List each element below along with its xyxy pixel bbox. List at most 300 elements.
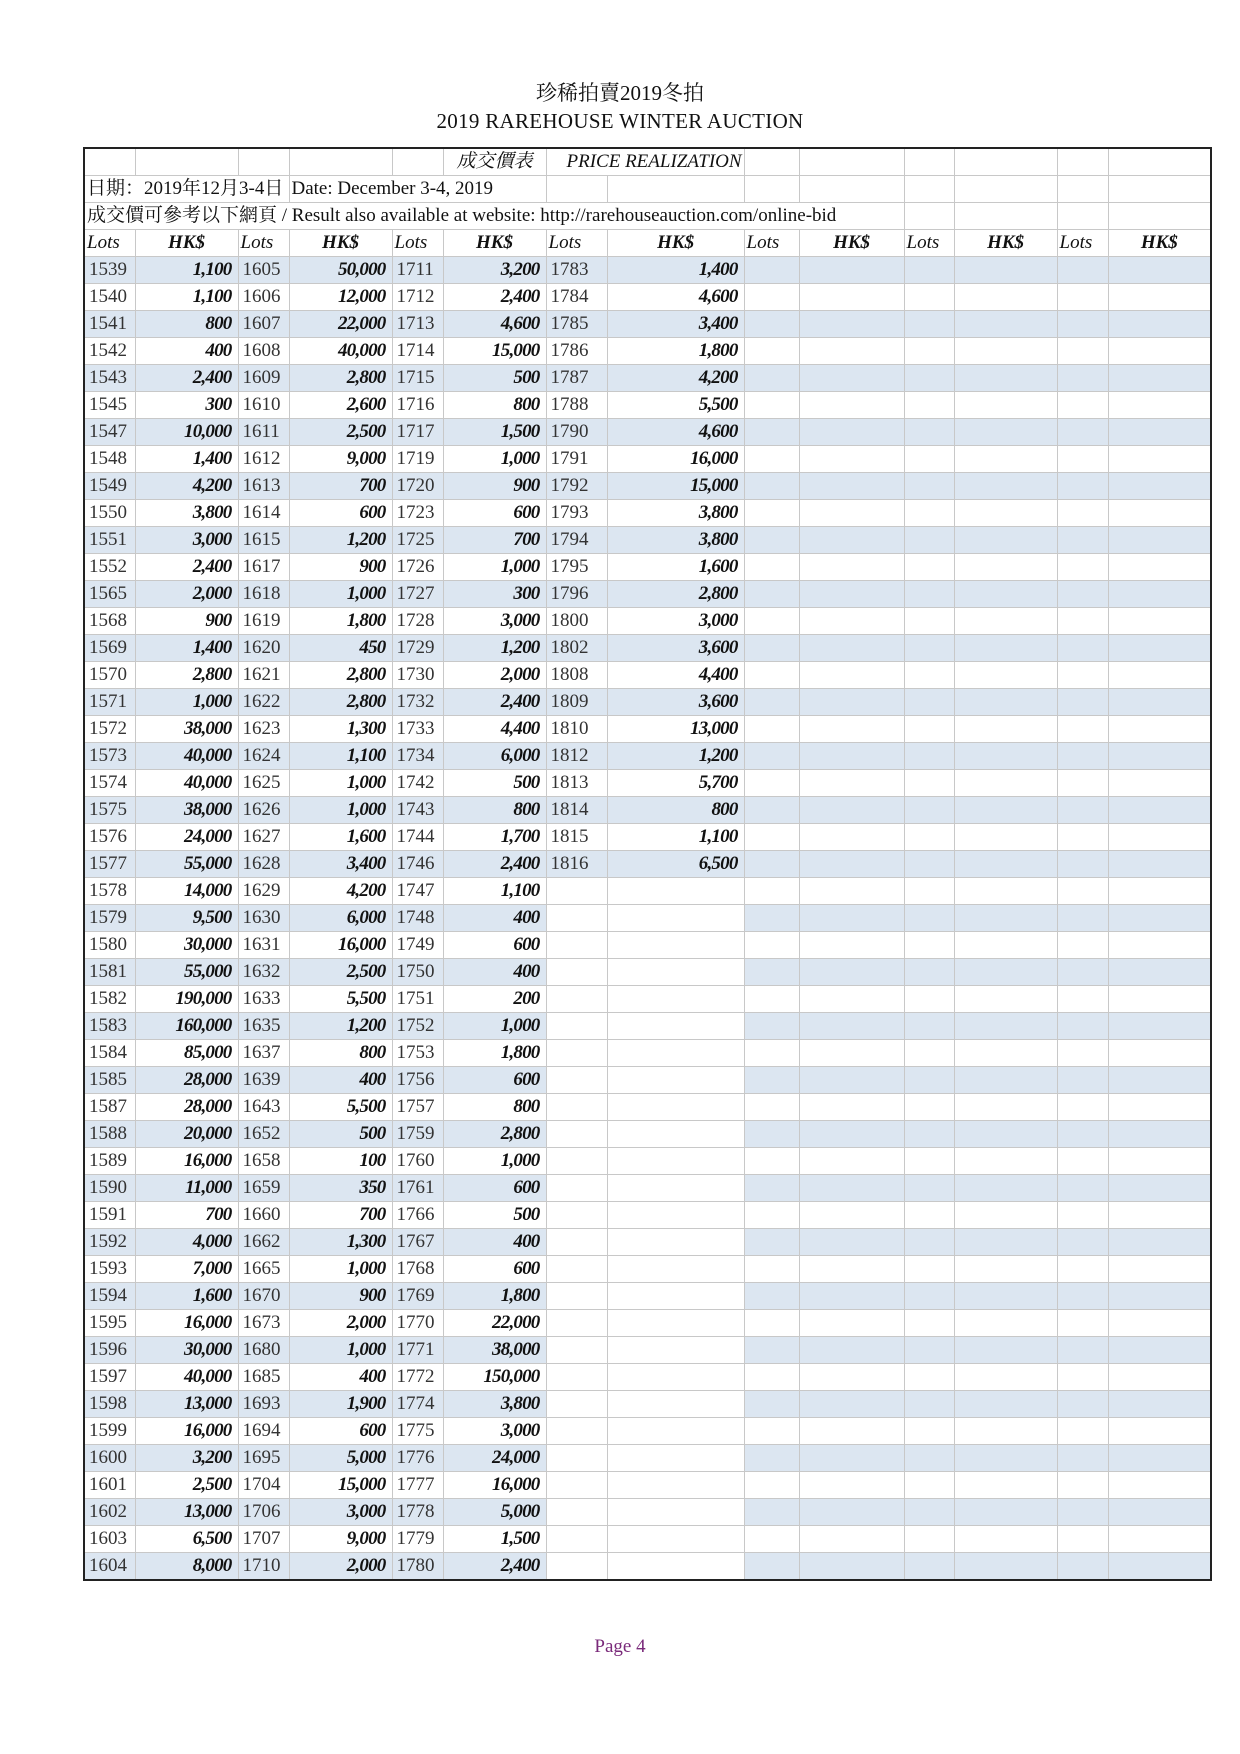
hammer-price: 9,000	[289, 1526, 392, 1553]
empty-cell	[954, 608, 1057, 635]
lot-number: 1767	[392, 1229, 443, 1256]
empty-cell	[799, 500, 904, 527]
hammer-price: 2,800	[135, 662, 238, 689]
lot-number: 1585	[84, 1067, 135, 1094]
col-header-lots: Lots	[238, 230, 289, 257]
table-row	[84, 1040, 1211, 1067]
empty-cell	[799, 1067, 904, 1094]
lot-number	[546, 1337, 607, 1364]
lot-number	[546, 1445, 607, 1472]
col-header-lots: Lots	[84, 230, 135, 257]
empty-cell	[904, 824, 954, 851]
lot-number: 1626	[238, 797, 289, 824]
hammer-price: 2,000	[443, 662, 546, 689]
lot-number: 1704	[238, 1472, 289, 1499]
empty-cell	[904, 1121, 954, 1148]
empty-cell	[954, 878, 1057, 905]
empty-cell	[954, 1418, 1057, 1445]
lot-number: 1783	[546, 257, 607, 284]
table-row	[84, 1121, 1211, 1148]
empty-cell	[1108, 1067, 1211, 1094]
empty-cell	[1108, 419, 1211, 446]
empty-cell	[1057, 1337, 1108, 1364]
hammer-price: 24,000	[443, 1445, 546, 1472]
empty-cell	[954, 743, 1057, 770]
table-row	[84, 689, 1211, 716]
hammer-price: 1,000	[289, 581, 392, 608]
hammer-price: 1,000	[443, 446, 546, 473]
lot-number: 1631	[238, 932, 289, 959]
empty-cell	[1057, 527, 1108, 554]
lot-number: 1733	[392, 716, 443, 743]
empty-cell	[954, 500, 1057, 527]
hammer-price: 1,300	[289, 1229, 392, 1256]
lot-number: 1627	[238, 824, 289, 851]
empty-cell	[1057, 932, 1108, 959]
lot-number: 1786	[546, 338, 607, 365]
hammer-price: 40,000	[135, 1364, 238, 1391]
lot-number: 1548	[84, 446, 135, 473]
hammer-price: 20,000	[135, 1121, 238, 1148]
empty-cell	[1057, 1013, 1108, 1040]
lot-number: 1815	[546, 824, 607, 851]
hammer-price: 500	[443, 1202, 546, 1229]
lot-number	[546, 1472, 607, 1499]
lot-number: 1596	[84, 1337, 135, 1364]
empty-cell	[1057, 608, 1108, 635]
empty-cell	[904, 1148, 954, 1175]
lot-number: 1624	[238, 743, 289, 770]
empty-cell	[954, 1499, 1057, 1526]
empty-cell	[1057, 1121, 1108, 1148]
lot-number: 1747	[392, 878, 443, 905]
hammer-price: 1,200	[443, 635, 546, 662]
lot-number: 1658	[238, 1148, 289, 1175]
hammer-price: 1,500	[443, 419, 546, 446]
hammer-price: 2,400	[443, 1553, 546, 1581]
lot-number: 1766	[392, 1202, 443, 1229]
lot-number: 1756	[392, 1067, 443, 1094]
empty-cell	[744, 689, 799, 716]
hammer-price: 150,000	[443, 1364, 546, 1391]
lot-number: 1613	[238, 473, 289, 500]
lot-number: 1584	[84, 1040, 135, 1067]
empty-cell	[1057, 1067, 1108, 1094]
lot-number: 1568	[84, 608, 135, 635]
lot-number: 1547	[84, 419, 135, 446]
table-row	[84, 797, 1211, 824]
hammer-price: 700	[289, 473, 392, 500]
empty-cell	[954, 284, 1057, 311]
hammer-price: 350	[289, 1175, 392, 1202]
empty-cell	[1057, 662, 1108, 689]
hammer-price: 1,100	[135, 284, 238, 311]
hammer-price: 3,800	[443, 1391, 546, 1418]
hammer-price: 400	[443, 959, 546, 986]
empty-cell	[1057, 257, 1108, 284]
lot-number: 1768	[392, 1256, 443, 1283]
hammer-price: 1,600	[289, 824, 392, 851]
hammer-price: 500	[443, 770, 546, 797]
empty-cell	[1108, 797, 1211, 824]
table-row	[84, 986, 1211, 1013]
empty-cell	[744, 1418, 799, 1445]
lot-number: 1714	[392, 338, 443, 365]
empty-cell	[904, 635, 954, 662]
empty-cell	[954, 1121, 1057, 1148]
empty-cell	[954, 1337, 1057, 1364]
hammer-price: 3,000	[607, 608, 744, 635]
empty-cell	[744, 716, 799, 743]
empty-cell	[954, 1229, 1057, 1256]
lot-number: 1780	[392, 1553, 443, 1581]
lot-number: 1629	[238, 878, 289, 905]
lot-number: 1665	[238, 1256, 289, 1283]
empty-cell	[954, 1094, 1057, 1121]
lot-number: 1695	[238, 1445, 289, 1472]
hammer-price: 2,500	[135, 1472, 238, 1499]
col-header-price: HK$	[607, 230, 744, 257]
hammer-price: 3,000	[289, 1499, 392, 1526]
hammer-price: 1,800	[443, 1283, 546, 1310]
lot-number: 1579	[84, 905, 135, 932]
page-number: Page 4	[594, 1636, 646, 1657]
empty-cell	[1108, 662, 1211, 689]
empty-cell	[904, 311, 954, 338]
hammer-price: 3,000	[135, 527, 238, 554]
empty-cell	[799, 338, 904, 365]
table-row	[84, 608, 1211, 635]
hammer-price: 1,100	[289, 743, 392, 770]
empty-cell	[954, 1445, 1057, 1472]
lot-number: 1746	[392, 851, 443, 878]
lot-number: 1575	[84, 797, 135, 824]
empty-cell	[799, 878, 904, 905]
empty-cell	[904, 878, 954, 905]
hammer-price: 2,800	[289, 365, 392, 392]
hammer-price: 16,000	[135, 1418, 238, 1445]
empty-cell	[1057, 1256, 1108, 1283]
empty-cell	[1108, 1310, 1211, 1337]
hammer-price: 4,600	[607, 284, 744, 311]
lot-number: 1795	[546, 554, 607, 581]
lot-number: 1784	[546, 284, 607, 311]
hammer-price: 16,000	[289, 932, 392, 959]
lot-number	[546, 1283, 607, 1310]
table-row	[84, 1472, 1211, 1499]
empty-cell	[744, 1256, 799, 1283]
website-row	[84, 203, 1211, 230]
hammer-price	[607, 1391, 744, 1418]
empty-cell	[904, 1418, 954, 1445]
empty-cell	[744, 986, 799, 1013]
hammer-price	[607, 1013, 744, 1040]
hammer-price: 40,000	[135, 770, 238, 797]
empty-cell	[1057, 500, 1108, 527]
table-row	[84, 1148, 1211, 1175]
lot-number: 1587	[84, 1094, 135, 1121]
empty-cell	[744, 338, 799, 365]
lot-number	[546, 1148, 607, 1175]
empty-cell	[1057, 338, 1108, 365]
table-row	[84, 716, 1211, 743]
empty-cell	[799, 1121, 904, 1148]
empty-cell	[954, 1175, 1057, 1202]
hammer-price: 1,400	[607, 257, 744, 284]
lot-number: 1594	[84, 1283, 135, 1310]
empty-cell	[904, 1040, 954, 1067]
hammer-price: 2,800	[289, 689, 392, 716]
lot-number: 1809	[546, 689, 607, 716]
table-row	[84, 1256, 1211, 1283]
hammer-price	[607, 1175, 744, 1202]
hammer-price	[607, 905, 744, 932]
empty-cell	[904, 1256, 954, 1283]
lot-number: 1760	[392, 1148, 443, 1175]
lot-number: 1726	[392, 554, 443, 581]
hammer-price: 2,400	[443, 284, 546, 311]
hammer-price: 900	[289, 1283, 392, 1310]
hammer-price: 16,000	[607, 446, 744, 473]
lot-number: 1610	[238, 392, 289, 419]
lot-number: 1812	[546, 743, 607, 770]
empty-cell	[744, 392, 799, 419]
empty-cell	[799, 554, 904, 581]
hammer-price: 13,000	[135, 1499, 238, 1526]
lot-number: 1727	[392, 581, 443, 608]
lot-number: 1775	[392, 1418, 443, 1445]
hammer-price: 3,400	[607, 311, 744, 338]
empty-cell	[1057, 716, 1108, 743]
lot-number: 1573	[84, 743, 135, 770]
empty-cell	[1057, 1472, 1108, 1499]
lot-number: 1769	[392, 1283, 443, 1310]
empty-cell	[954, 1040, 1057, 1067]
lot-number: 1660	[238, 1202, 289, 1229]
hammer-price	[607, 1202, 744, 1229]
lot-number: 1633	[238, 986, 289, 1013]
empty-cell	[904, 1526, 954, 1553]
table-row	[84, 527, 1211, 554]
hammer-price: 1,300	[289, 716, 392, 743]
table-row	[84, 365, 1211, 392]
empty-cell	[1108, 1337, 1211, 1364]
empty-cell	[904, 932, 954, 959]
table-row	[84, 959, 1211, 986]
empty-cell	[744, 1472, 799, 1499]
lot-number: 1816	[546, 851, 607, 878]
empty-cell	[1057, 1202, 1108, 1229]
table-row	[84, 878, 1211, 905]
hammer-price: 800	[443, 392, 546, 419]
hammer-price: 8,000	[135, 1553, 238, 1581]
empty-cell	[744, 1364, 799, 1391]
lot-number: 1779	[392, 1526, 443, 1553]
lot-number	[546, 1364, 607, 1391]
table-row	[84, 1418, 1211, 1445]
lot-number: 1673	[238, 1310, 289, 1337]
hammer-price: 3,800	[607, 500, 744, 527]
lot-number: 1617	[238, 554, 289, 581]
empty-cell	[1057, 1148, 1108, 1175]
empty-cell	[744, 581, 799, 608]
table-row	[84, 1364, 1211, 1391]
empty-cell	[1108, 446, 1211, 473]
hammer-price: 400	[443, 1229, 546, 1256]
table-row	[84, 257, 1211, 284]
empty-cell	[904, 1283, 954, 1310]
empty-cell	[1108, 824, 1211, 851]
lot-number: 1588	[84, 1121, 135, 1148]
empty-cell	[1108, 257, 1211, 284]
empty-cell	[799, 716, 904, 743]
empty-cell	[954, 959, 1057, 986]
lot-number: 1808	[546, 662, 607, 689]
lot-number: 1662	[238, 1229, 289, 1256]
lot-number: 1590	[84, 1175, 135, 1202]
hammer-price: 2,600	[289, 392, 392, 419]
empty-cell	[1108, 932, 1211, 959]
empty-cell	[1057, 419, 1108, 446]
empty-cell	[904, 959, 954, 986]
empty-cell	[1108, 311, 1211, 338]
empty-cell	[799, 608, 904, 635]
empty-cell	[904, 338, 954, 365]
lot-number: 1706	[238, 1499, 289, 1526]
hammer-price: 6,000	[289, 905, 392, 932]
hammer-price: 1,000	[443, 554, 546, 581]
lot-number: 1589	[84, 1148, 135, 1175]
lot-number	[546, 1391, 607, 1418]
lot-number: 1551	[84, 527, 135, 554]
col-header-lots: Lots	[392, 230, 443, 257]
hammer-price	[607, 1499, 744, 1526]
hammer-price: 9,500	[135, 905, 238, 932]
empty-cell	[954, 662, 1057, 689]
hammer-price: 200	[443, 986, 546, 1013]
empty-cell	[1108, 473, 1211, 500]
empty-cell	[904, 1472, 954, 1499]
hammer-price: 50,000	[289, 257, 392, 284]
hammer-price: 1,800	[289, 608, 392, 635]
hammer-price: 1,400	[135, 446, 238, 473]
empty-cell	[799, 1283, 904, 1310]
hammer-price: 30,000	[135, 1337, 238, 1364]
empty-cell	[799, 1175, 904, 1202]
empty-cell	[744, 959, 799, 986]
lot-number: 1598	[84, 1391, 135, 1418]
empty-cell	[799, 1526, 904, 1553]
hammer-price	[607, 1256, 744, 1283]
hammer-price: 1,000	[289, 1337, 392, 1364]
lot-number: 1761	[392, 1175, 443, 1202]
lot-number: 1694	[238, 1418, 289, 1445]
empty-cell	[954, 1391, 1057, 1418]
lot-number: 1630	[238, 905, 289, 932]
empty-cell	[954, 527, 1057, 554]
lot-number: 1785	[546, 311, 607, 338]
hammer-price: 3,600	[607, 689, 744, 716]
hammer-price: 4,600	[443, 311, 546, 338]
empty-cell	[904, 716, 954, 743]
empty-cell	[954, 338, 1057, 365]
hammer-price: 4,400	[607, 662, 744, 689]
empty-cell	[1057, 392, 1108, 419]
empty-cell	[1057, 1526, 1108, 1553]
table-row	[84, 770, 1211, 797]
empty-cell	[744, 1391, 799, 1418]
empty-cell	[904, 1310, 954, 1337]
lot-number: 1744	[392, 824, 443, 851]
lot-number: 1621	[238, 662, 289, 689]
website-note: 成交價可參考以下網頁 / Result also available at website: http://rarehouseauction.com/online-bid	[84, 203, 904, 230]
empty-cell	[744, 1067, 799, 1094]
hammer-price: 4,600	[607, 419, 744, 446]
price-realization-table	[83, 147, 1212, 1581]
col-header-price: HK$	[799, 230, 904, 257]
empty-cell	[1108, 1553, 1211, 1581]
empty-cell	[904, 1229, 954, 1256]
lot-number: 1597	[84, 1364, 135, 1391]
empty-cell	[954, 1067, 1057, 1094]
empty-cell	[1108, 1148, 1211, 1175]
lot-number: 1770	[392, 1310, 443, 1337]
lot-number: 1620	[238, 635, 289, 662]
empty-cell	[954, 419, 1057, 446]
hammer-price: 2,400	[135, 365, 238, 392]
empty-cell	[1057, 1418, 1108, 1445]
column-header-row	[84, 230, 1211, 257]
sheet-title-zh: 成交價表	[443, 148, 546, 176]
lot-number: 1592	[84, 1229, 135, 1256]
table-row	[84, 284, 1211, 311]
lot-number: 1578	[84, 878, 135, 905]
empty-cell	[954, 1526, 1057, 1553]
hammer-price: 700	[289, 1202, 392, 1229]
hammer-price: 16,000	[135, 1310, 238, 1337]
hammer-price: 7,000	[135, 1256, 238, 1283]
hammer-price: 14,000	[135, 878, 238, 905]
lot-number: 1611	[238, 419, 289, 446]
empty-cell	[904, 905, 954, 932]
hammer-price: 30,000	[135, 932, 238, 959]
hammer-price: 1,900	[289, 1391, 392, 1418]
lot-number: 1601	[84, 1472, 135, 1499]
hammer-price: 800	[135, 311, 238, 338]
hammer-price: 800	[443, 1094, 546, 1121]
empty-cell	[799, 851, 904, 878]
lot-number: 1608	[238, 338, 289, 365]
lot-number: 1545	[84, 392, 135, 419]
empty-cell	[799, 1310, 904, 1337]
hammer-price: 700	[135, 1202, 238, 1229]
table-row	[84, 1499, 1211, 1526]
table-row	[84, 1310, 1211, 1337]
empty-cell	[799, 905, 904, 932]
title-row	[84, 148, 1211, 176]
empty-cell	[744, 473, 799, 500]
empty-cell	[954, 446, 1057, 473]
lot-number: 1580	[84, 932, 135, 959]
hammer-price: 1,000	[443, 1148, 546, 1175]
lot-number: 1711	[392, 257, 443, 284]
hammer-price: 100	[289, 1148, 392, 1175]
lot-number: 1607	[238, 311, 289, 338]
lot-number: 1612	[238, 446, 289, 473]
empty-cell	[954, 932, 1057, 959]
empty-cell	[744, 824, 799, 851]
empty-cell	[744, 500, 799, 527]
